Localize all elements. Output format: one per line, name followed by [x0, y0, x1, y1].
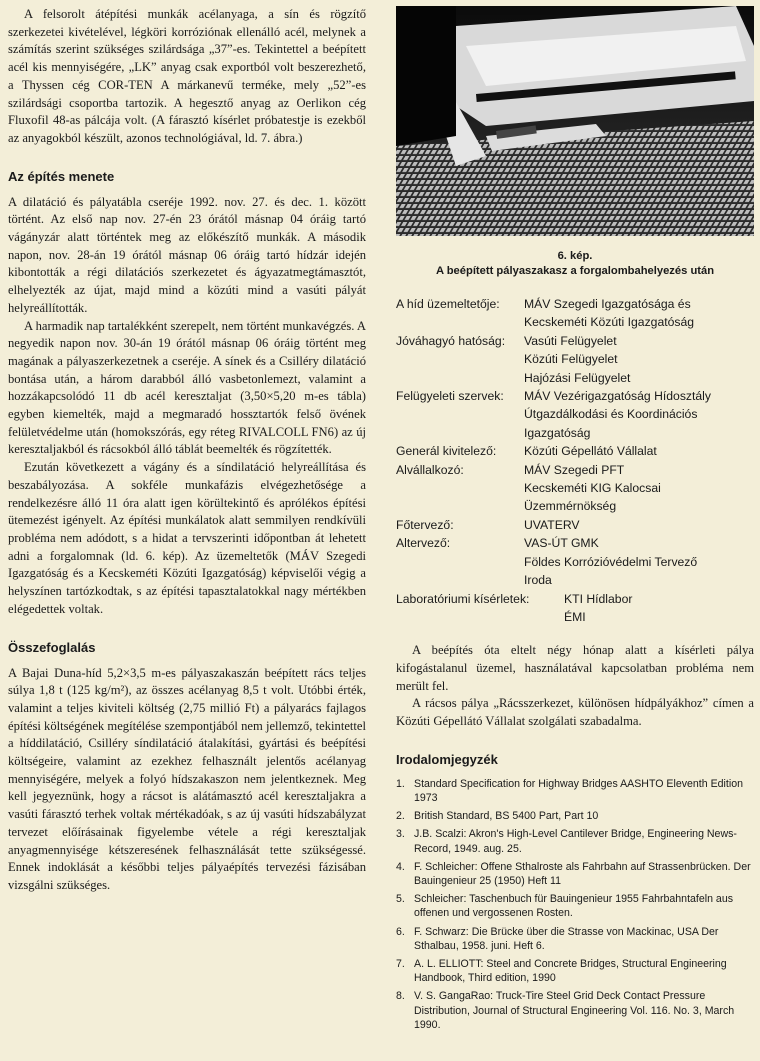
credit-value: Kecskeméti KIG Kalocsai: [524, 481, 661, 496]
credit-value: MÁV Szegedi Igazgatósága és: [524, 297, 691, 311]
credit-label: Főtervező:: [396, 517, 454, 532]
paragraph-patent: A rácsos pálya „Rácsszerkezet, különösen hídpályákhoz” címen a Közúti Gépellátó Vállalat szolgálati szabadalma.: [396, 696, 754, 729]
reference-number: 5.: [396, 893, 405, 906]
credit-label: Felügyeleti szervek:: [396, 389, 504, 404]
bridge-deck-photo: [396, 6, 754, 236]
references-list: [396, 777, 754, 1032]
credit-value: Iroda: [524, 573, 552, 588]
credit-row: [396, 332, 754, 387]
credit-label: A híd üzemeltetője:: [396, 297, 500, 311]
paragraph-fourth-day: A harmadik nap tartalékként szerepelt, nem történt munkavégzés. A negyedik napon nov. 30-án 19 órától másnap 06 óráig történt meg magának a pályaszerkezetnek a cseréje. A sínek és a Csilléry dilatáció bontása után, a három darabból álló vasbetonlemezt, valamint a hozzákapcsolódó 11 db acél keresztaljat (3,50×5,20 m-es tábla) egyben kiemelték, majd a megmaradó hossztartók felső övének felületvédelme után (homokszórás, egy réteg RIVALCOLL FN6) az új keresztaljakból és rácsokból álló táblát beemelték és rögzítették.: [8, 318, 366, 457]
credit-value: Igazgatóság: [524, 425, 591, 440]
reference-text: F. Schleicher: Offene Sthalroste als Fahrbahn auf Strassenbrücken. Der Bauingenieur 25 (1950) Heft 11: [414, 860, 751, 888]
credit-row: [396, 516, 754, 534]
figure-caption: [396, 249, 754, 279]
credit-row: [396, 534, 754, 589]
heading-references: Irodalomjegyzék: [396, 751, 498, 767]
reference-item: [396, 892, 754, 920]
heading-summary: Összefoglalás: [8, 639, 96, 655]
credit-label: Alvállalkozó:: [396, 462, 464, 477]
reference-item: [396, 957, 754, 985]
reference-item: [396, 777, 754, 805]
heading-construction: Az építés menete: [8, 168, 115, 184]
paragraph-operation: A beépítés óta eltelt négy hónap alatt a kísérleti pálya kifogástalanul üzemel, használatával kapcsolatban probléma nem merült fel.: [396, 643, 754, 693]
reference-number: 8.: [396, 990, 405, 1003]
credit-value: Üzemmérnökség: [524, 499, 617, 514]
paragraph-restoration: Ezután következett a vágány és a síndilatáció helyreállítása és beszabályozása. A sokféle munkafázis elvégezhetősége a rendelkezésre álló 11 óra alatt igen körültekintő és aprólékos építési ütemezést igényelt. Az építési munkálatok alatt semmilyen rendkívüli probléma nem adódott, s a hidat a tervszerinti időpontban át lehetett adni a forgalomnak (ld. 6. kép). Az üzemeltetők (MÁV Szegedi Igazgatóság és a Kecskeméti Közúti Igazgatóság) képviselői végig a helyszínen tartózkodtak, s az építési tapasztalatokkal nagy mértékben elégedettek voltak.: [8, 460, 366, 616]
credit-row: [396, 461, 754, 516]
reference-number: 6.: [396, 925, 405, 938]
credit-value: Közúti Felügyelet: [524, 352, 618, 367]
reference-number: 1.: [396, 777, 405, 790]
reference-text: F. Schwarz: Die Brücke über die Strasse von Mackinac, USA Der Sthalbau, 1958. juni. Heft 6.: [414, 925, 719, 952]
credit-label: Generál kivitelező:: [396, 444, 497, 459]
credit-value: Útgazdálkodási és Koordinációs: [524, 407, 698, 422]
credit-value: Hajózási Felügyelet: [524, 370, 631, 385]
reference-item: [396, 809, 754, 823]
credit-value: MÁV Szegedi PFT: [524, 462, 625, 477]
credit-value: Közúti Gépellátó Vállalat: [524, 444, 657, 459]
credit-row: [396, 442, 754, 460]
credit-value: Vasúti Felügyelet: [524, 333, 617, 348]
credit-value: MÁV Vezérigazgatóság Hídosztály: [524, 389, 711, 404]
reference-number: 4.: [396, 860, 405, 873]
reference-text: V. S. GangaRao: Truck-Tire Steel Grid Deck Contact Pressure Distribution, Journal of Structural Engineering Vol. 116. No. 3, March 1990.: [414, 990, 735, 1031]
credit-value: UVATERV: [524, 517, 580, 532]
reference-item: [396, 827, 754, 855]
reference-item: [396, 989, 754, 1032]
credits-list: [396, 295, 754, 626]
photo-illustration: [396, 6, 754, 236]
reference-number: 2.: [396, 810, 405, 823]
credit-value: VAS-ÚT GMK: [524, 536, 599, 551]
credit-label: Laboratóriumi kísérletek:: [396, 591, 530, 606]
credit-value: Földes Korrózióvédelmi Tervező: [524, 554, 698, 569]
reference-number: 7.: [396, 958, 405, 971]
credit-value: Kecskeméti Közúti Igazgatóság: [524, 315, 695, 330]
credit-row: [396, 295, 754, 332]
credit-value: KTI Hídlabor: [564, 591, 633, 606]
right-column: [396, 6, 754, 1036]
reference-item: [396, 925, 754, 953]
reference-text: J.B. Scalzi: Akron's High-Level Cantilever Bridge, Engineering News-Record, 1949. aug. 25.: [414, 828, 737, 855]
reference-text: British Standard, BS 5400 Part, Part 10: [414, 810, 599, 823]
figure-label: 6. kép.: [557, 250, 593, 262]
reference-text: Standard Specification for Highway Bridges AASHTO Eleventh Edition 1973: [414, 777, 743, 805]
credit-label: Jóváhagyó hatóság:: [396, 333, 506, 348]
reference-number: 3.: [396, 828, 405, 841]
paragraph-materials: A felsorolt átépítési munkák acélanyaga, a sín és rögzítő szerkezetei kivételével, légköri korróziónak ellenálló acél, melynek a számítás szerint szükséges szilárdsága „37”-es. Tekintettel a beépített acél kis mennyiségére, „LK” anyag csak exportból volt beszerezhető, a Thyssen cég COR-TEN A márkanevű terméke, mely „52”-es szilárdsági csoportba tartozik. A hegesztő anyag az Oerlikon cég Fluxofil 48-as pálcája volt. (A fárasztó kísérlet próbatestje is ezekből az anyagokból készült, azonos technológiával, ld. 7. ábra.): [8, 7, 366, 145]
credit-row: [396, 590, 754, 627]
credit-row: [396, 387, 754, 442]
reference-text: Schleicher: Taschenbuch für Bauingenieur 1955 Fahrbahntafeln aus offenen und vergossenen Rosten.: [414, 893, 734, 920]
figure-caption-text: A beépített pályaszakasz a forgalombahelyezés után: [435, 265, 715, 277]
left-column: [8, 6, 366, 895]
closing-text: [396, 642, 754, 731]
paragraph-schedule: A dilatáció és pályatábla cseréje 1992. nov. 27. és dec. 1. között történt. Az első nap nov. 27-én 23 órától másnap 04 óráig tartó vágányzár alatt történtek meg az előkészítő munkák. A második napon, nov. 28-án 19 órától másnap 06 óráig tartó hídzár idején kibontották a régi dilatációs szerkezetet és ágyazatmegtámasztót, elhelyezték az újat, majd mind a közúti mind a vasúti pályát helyreállították.: [8, 194, 366, 315]
paragraph-summary: A Bajai Duna-híd 5,2×3,5 m-es pályaszakaszán beépített rács teljes súlya 1,8 t (125 kg/m²), az összes acélanyag 8,5 t volt. Utóbbi érték, valamint a teljes kiviteli költség (2,75 millió Ft) a pályarács fajlagos építési költségének megítélése szempontjából nem jellemző, tekintettel a híddilatáció, Csilléry síndilatáció átalakítási, gyártási és beépítési költségeire, valamint az ezekhez felhasznált jelentős acélanyag mennyiségére, melyek a folyó hídszakaszon nem jelentkeznek. Meg kell jegyeznünk, hogy a rácsot is alátámasztó acél keresztaljakra a vasúti fárasztó terhek voltak mértékadóak, s az új vasúti hídszabályzat tervezet előírásainak figyelembe vétele a régi keresztaljak anyagmennyisége kétszeresének felhasználását tette szükségessé. Ennek indoklását a későbbi teljes pályaépítés tervezési fázisában vizsgálni szükséges.: [8, 665, 366, 892]
reference-item: [396, 860, 754, 888]
credit-label: Altervező:: [396, 536, 451, 551]
credit-value: ÉMI: [564, 609, 586, 624]
reference-text: A. L. ELLIOTT: Steel and Concrete Bridges, Structural Engineering Handbook, Third edition, 1990: [414, 958, 727, 985]
